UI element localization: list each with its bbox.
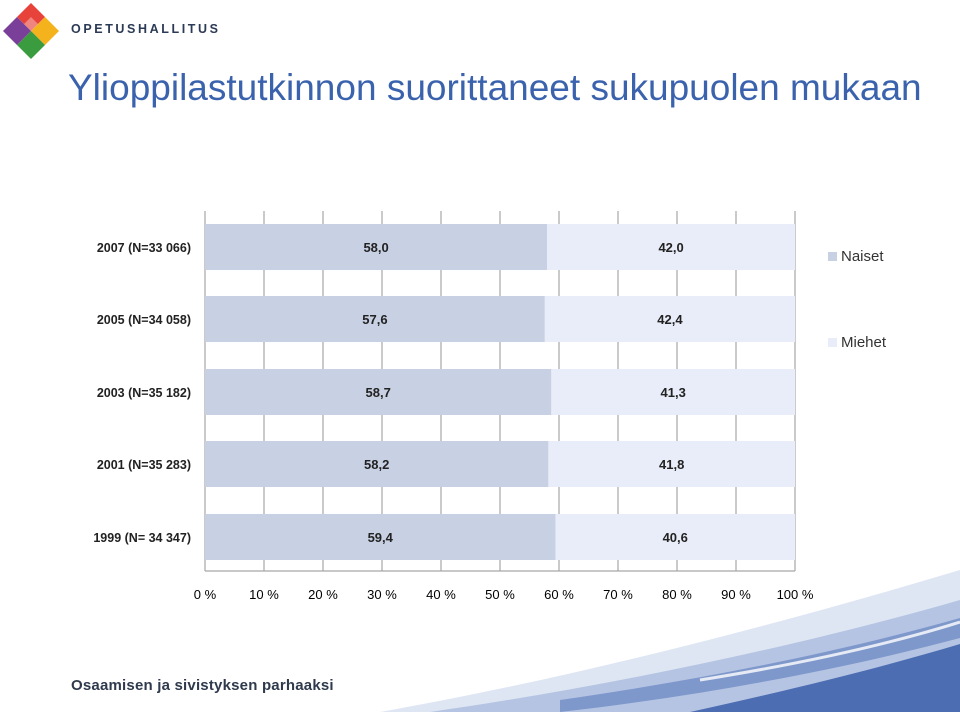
x-tick-label: 0 % xyxy=(193,587,217,602)
x-tick-label: 70 % xyxy=(603,587,633,602)
data-label: 42,0 xyxy=(658,240,684,255)
data-label: 42,4 xyxy=(657,312,683,327)
category-label: 2003 (N=35 182) xyxy=(96,386,191,400)
footer-slogan: Osaamisen ja sivistyksen parhaaksi xyxy=(71,677,334,694)
data-label: 58,2 xyxy=(364,457,390,472)
legend-label-miehet: Miehet xyxy=(841,334,887,351)
data-label: 58,0 xyxy=(363,240,389,255)
category-label: 1999 (N= 34 347) xyxy=(93,531,191,545)
legend-swatch-miehet xyxy=(828,338,837,347)
data-label: 41,8 xyxy=(659,457,685,472)
legend-item-miehet xyxy=(828,334,886,351)
x-tick-label: 40 % xyxy=(426,587,456,602)
x-tick-label: 30 % xyxy=(367,587,397,602)
category-label: 2001 (N=35 283) xyxy=(96,458,191,472)
data-label: 57,6 xyxy=(362,312,388,327)
x-tick-label: 10 % xyxy=(249,587,279,602)
legend-swatch-naiset xyxy=(828,252,837,261)
data-label: 59,4 xyxy=(367,530,393,545)
data-label: 40,6 xyxy=(662,530,688,545)
x-tick-label: 50 % xyxy=(485,587,515,602)
data-label: 41,3 xyxy=(660,385,686,400)
legend-item-naiset xyxy=(828,248,884,265)
x-tick-label: 80 % xyxy=(662,587,692,602)
legend-label-naiset: Naiset xyxy=(841,248,884,265)
x-tick-label: 90 % xyxy=(721,587,751,602)
page-title: Ylioppilastutkinnon suorittaneet sukupuolen mukaan xyxy=(68,67,922,108)
x-tick-label: 100 % xyxy=(776,587,814,602)
x-tick-label: 20 % xyxy=(308,587,338,602)
category-label: 2007 (N=33 066) xyxy=(96,241,191,255)
category-label: 2005 (N=34 058) xyxy=(96,313,191,327)
x-tick-label: 60 % xyxy=(544,587,574,602)
org-name: OPETUSHALLITUS xyxy=(71,22,221,36)
data-label: 58,7 xyxy=(365,385,391,400)
